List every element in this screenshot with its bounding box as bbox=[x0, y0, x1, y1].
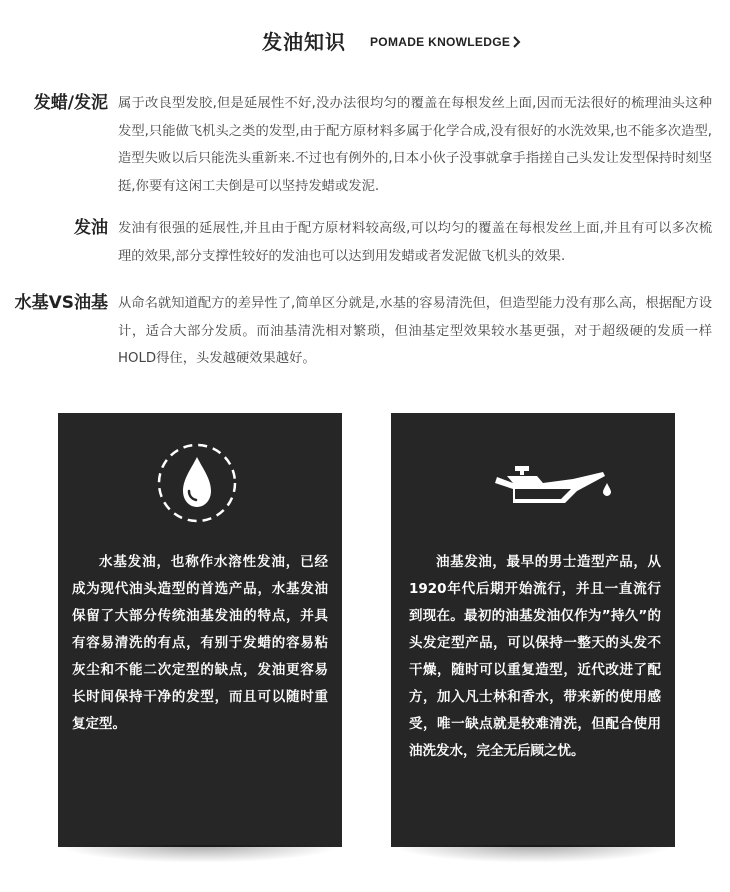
section-label: 发蜡/发泥 bbox=[33, 93, 108, 113]
card-text: 油基发油，最早的男士造型产品，从1920年代后期开始流行，并且一直流行到现在。最初的油基发油仅作为”持久”的头发定型产品，可以保持一整天的头发不干燥，随时可以重复造型，近代改进了配方，加入凡士林和香水，带来新的使用感受，唯一缺点就是较难清洗，但配合使用油洗发水，完全无后顾之忧。 bbox=[409, 554, 661, 759]
card-text: 水基发油，也称作水溶性发油，已经成为现代油头造型的首选产品，水基发油保留了大部分传统油基发油的特点，并具有容易清洗的有点，有别于发蜡的容易粘灰尘和不能二次定型的缺点，发油更容易长时间保持干净的发型，而且可以随时重复定型。 bbox=[72, 554, 328, 732]
card-shadow bbox=[391, 845, 675, 863]
card-shadow bbox=[58, 845, 342, 863]
oil-can-icon bbox=[485, 463, 615, 513]
section-label: 发油 bbox=[74, 218, 108, 238]
card-oil-based bbox=[391, 413, 675, 847]
page-title: 发油知识 bbox=[262, 30, 346, 54]
page-subtitle: POMADE KNOWLEDGE bbox=[370, 35, 511, 49]
section-label: 水基VS油基 bbox=[14, 293, 108, 313]
section-text: 从命名就知道配方的差异性了,简单区分就是,水基的容易清洗但，但造型能力没有那么高，根据配方设计，适合大部分发质。而油基清洗相对繁琐，但油基定型效果较水基更强，对于超级硬的发质一样HOLD得住，头发越硬效果越好。 bbox=[118, 296, 712, 366]
chevron-right-icon bbox=[511, 36, 523, 48]
card-water-based bbox=[58, 413, 342, 847]
section-text: 发油有很强的延展性,并且由于配方原材料较高级,可以均匀的覆盖在每根发丝上面,并且有可以多次梳理的效果,部分支撑性较好的发油也可以达到用发蜡或者发泥做飞机头的效果. bbox=[118, 221, 712, 264]
section-text: 属于改良型发胶,但是延展性不好,没办法很均匀的覆盖在每根发丝上面,因而无法很好的梳理油头这种发型,只能做飞机头之类的发型,由于配方原材料多属于化学合成,没有很好的水洗效果,也不能多次造型,造型失败以后只能洗头重新来.不过也有例外的,日本小伙子没事就拿手指搓自己头发让发型保持时刻坚挺,你要有这闲工夫倒是可以坚持发蜡或发泥. bbox=[118, 96, 712, 194]
page-header bbox=[0, 24, 730, 58]
water-drop-icon bbox=[155, 441, 239, 525]
